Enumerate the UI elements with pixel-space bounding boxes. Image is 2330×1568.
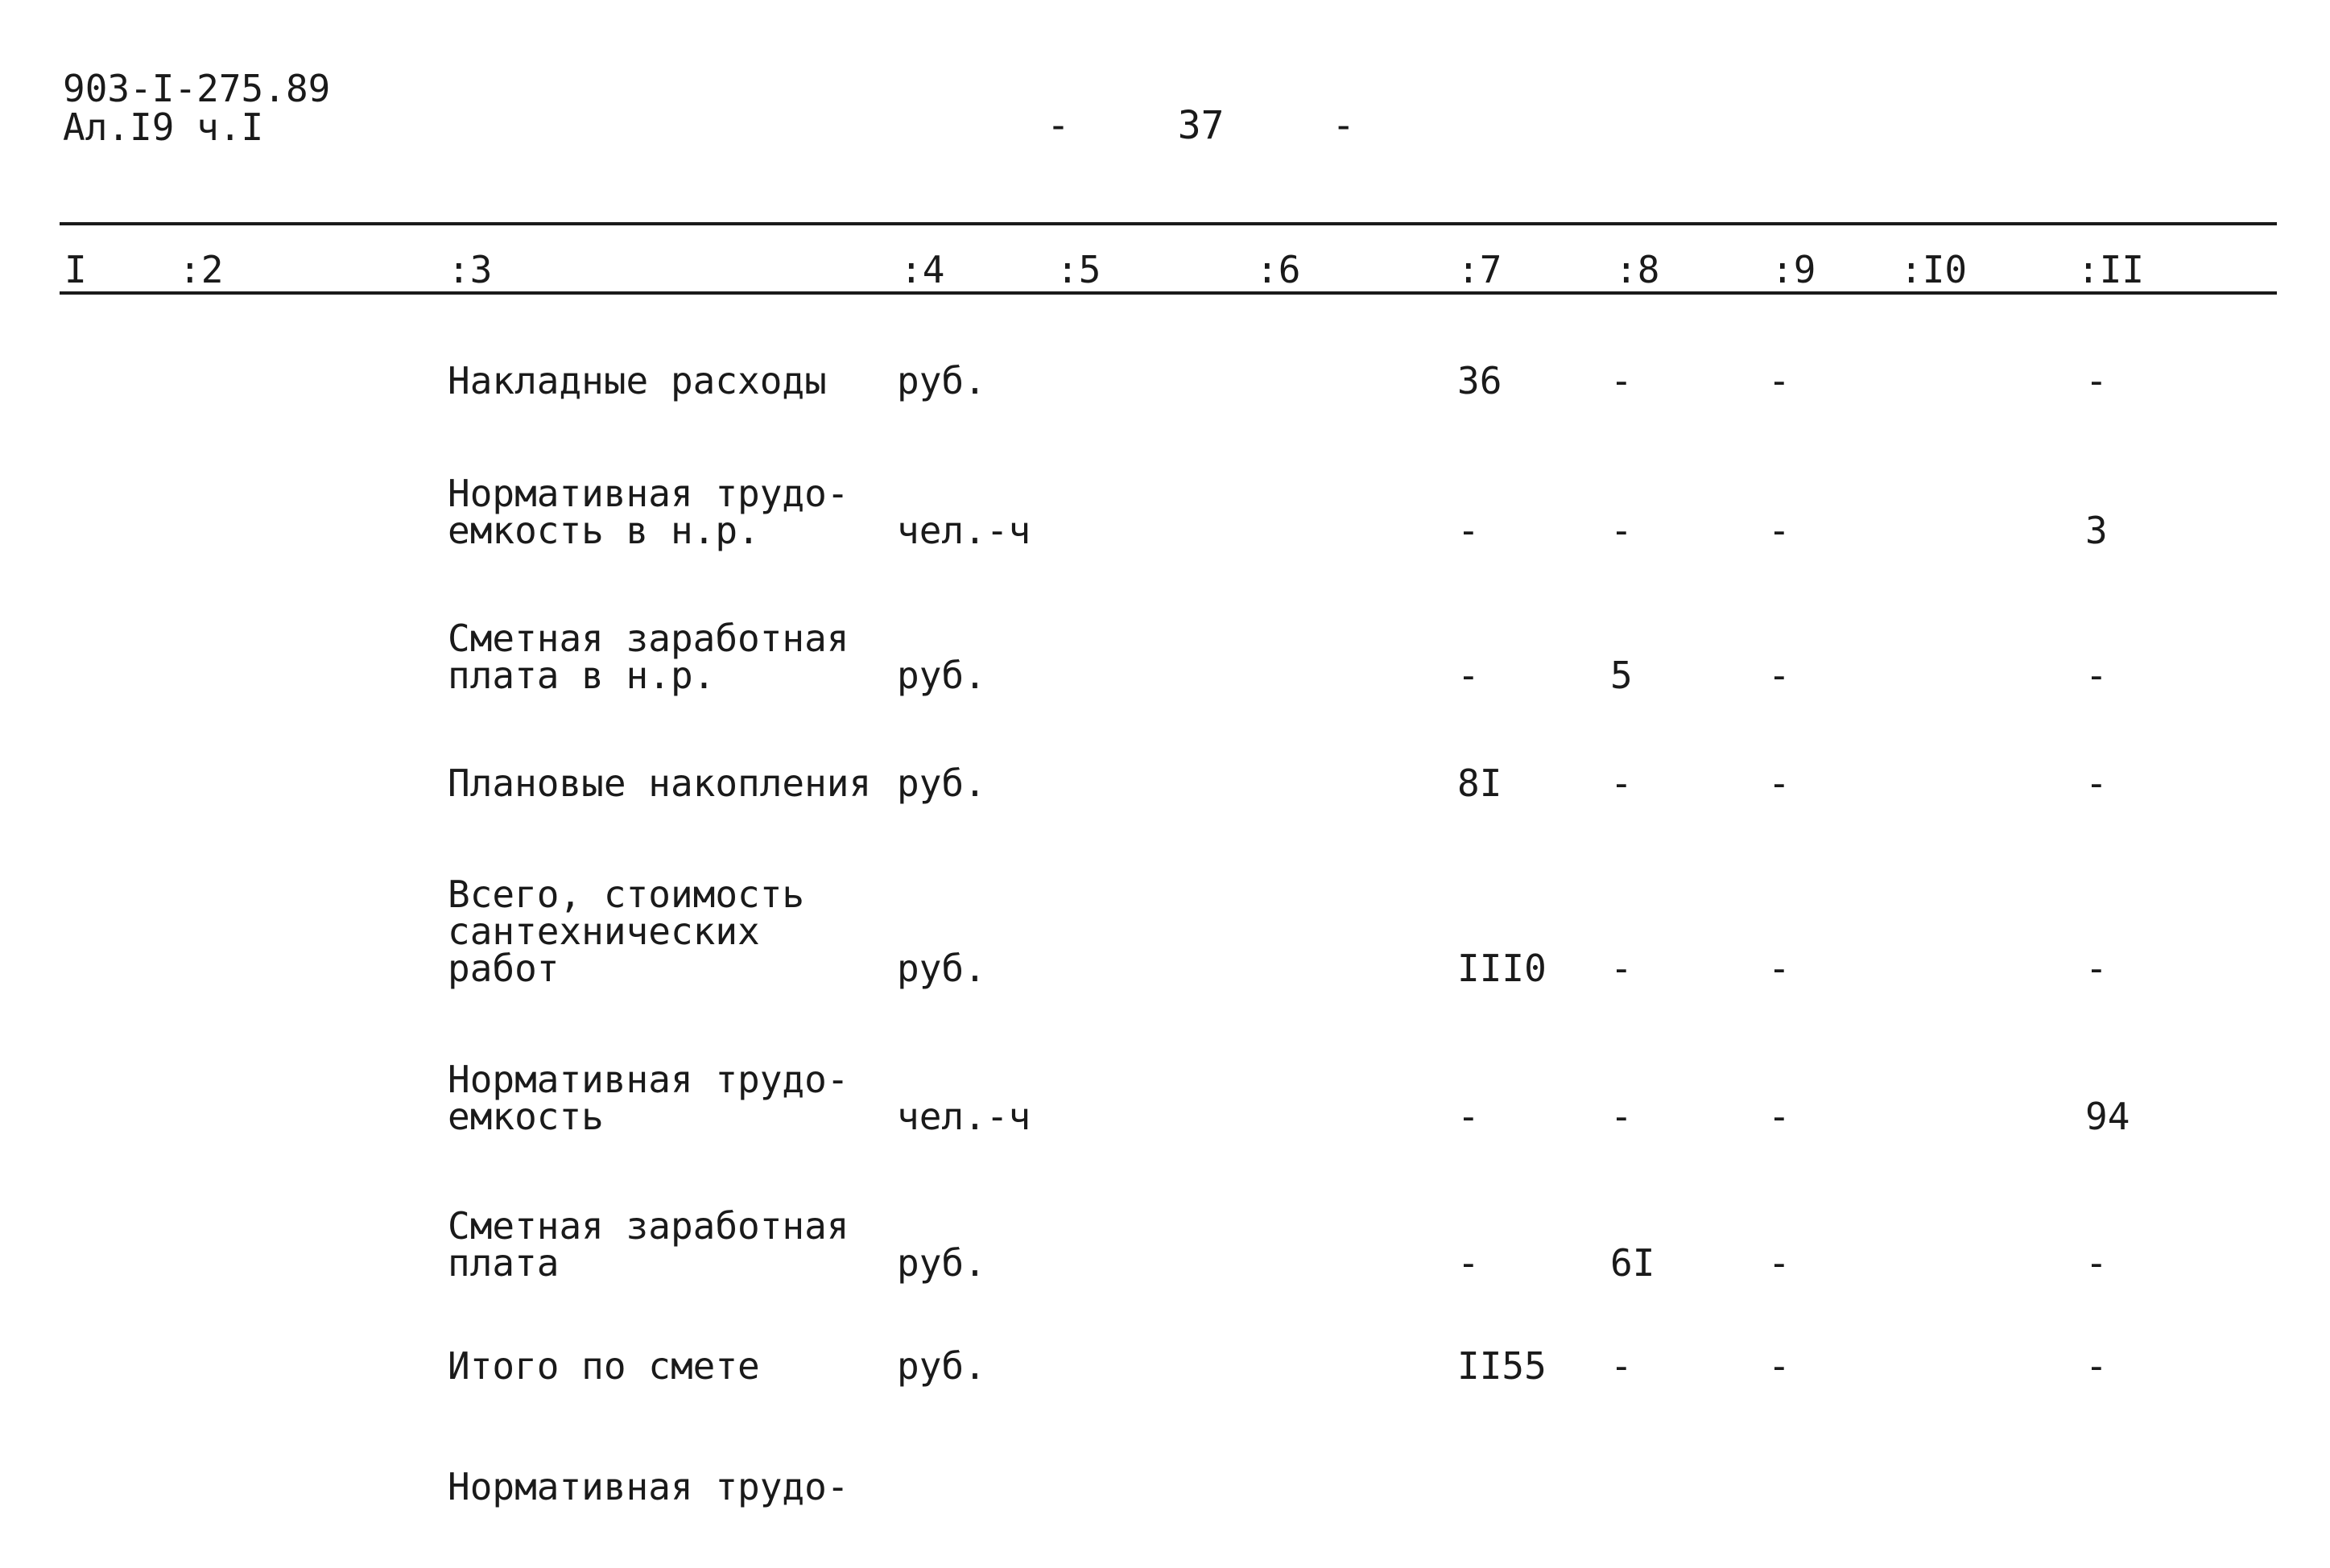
row-name: Плановые накопления — [448, 761, 872, 805]
row-unit: руб. — [897, 654, 986, 697]
row-unit: руб. — [897, 1344, 986, 1388]
column-header-11: :II — [2077, 248, 2145, 291]
row-col-8-value: - — [1610, 359, 1633, 402]
row-col-8-value: - — [1610, 1344, 1633, 1388]
table-top-rule — [60, 222, 2277, 225]
row-name: Сметная заработная плата — [448, 1204, 849, 1285]
row-col-9-value: - — [1768, 359, 1791, 402]
row-col-11-value: 94 — [2085, 1095, 2130, 1138]
row-col-9-value: - — [1768, 1344, 1791, 1388]
row-col-7-value: - — [1457, 1095, 1480, 1138]
page-number: - 37 - — [1047, 103, 1356, 148]
column-header-7: :7 — [1457, 248, 1502, 291]
row-col-11-value: - — [2085, 1344, 2108, 1388]
document-code — [63, 67, 331, 149]
row-unit: руб. — [897, 947, 986, 990]
row-name: Сметная заработная плата в н.р. — [448, 617, 849, 697]
row-col-9-value: - — [1768, 1241, 1791, 1285]
column-header-10: :I0 — [1900, 248, 1968, 291]
row-col-9-value: - — [1768, 1095, 1791, 1138]
row-col-7-value: 8I — [1457, 761, 1502, 805]
row-name: Итого по смете — [448, 1344, 760, 1388]
row-col-11-value: - — [2085, 654, 2108, 697]
document-code-line-2: Ал.I9 ч.I — [63, 105, 264, 149]
row-col-9-value: - — [1768, 761, 1791, 805]
row-col-9-value: - — [1768, 509, 1791, 552]
column-header-6: :6 — [1256, 248, 1301, 291]
row-col-11-value: - — [2085, 1241, 2108, 1285]
row-col-8-value: 6I — [1610, 1241, 1655, 1285]
row-col-7-value: - — [1457, 1241, 1480, 1285]
row-col-11-value: - — [2085, 947, 2108, 990]
row-unit: руб. — [897, 1241, 986, 1285]
row-name: Нормативная трудо- емкость — [448, 1058, 849, 1138]
column-header-3: :3 — [448, 248, 493, 291]
row-unit: чел.-ч — [897, 509, 1031, 552]
row-col-7-value: II55 — [1457, 1344, 1547, 1388]
row-unit: руб. — [897, 359, 986, 402]
row-col-8-value: 5 — [1610, 654, 1633, 697]
row-col-9-value: - — [1768, 947, 1791, 990]
row-col-11-value: - — [2085, 761, 2108, 805]
row-col-8-value: - — [1610, 761, 1633, 805]
column-header-1: I — [64, 248, 87, 291]
column-header-5: :5 — [1056, 248, 1101, 291]
row-unit: руб. — [897, 761, 986, 805]
column-header-4: :4 — [900, 248, 945, 291]
row-col-7-value: III0 — [1457, 947, 1547, 990]
row-col-11-value: 3 — [2085, 509, 2108, 552]
column-header-2: :2 — [179, 248, 224, 291]
row-name: Нормативная трудо- емкость в н.р. — [448, 472, 849, 552]
row-col-8-value: - — [1610, 509, 1633, 552]
row-name: Нормативная трудо- — [448, 1465, 849, 1508]
document-code-line-1: 903-I-275.89 — [63, 67, 331, 110]
row-col-8-value: - — [1610, 947, 1633, 990]
row-col-8-value: - — [1610, 1095, 1633, 1138]
column-header-9: :9 — [1771, 248, 1816, 291]
row-name: Всего, стоимость сантехнических работ — [448, 873, 805, 990]
row-col-7-value: - — [1457, 654, 1480, 697]
column-header-8: :8 — [1615, 248, 1660, 291]
row-col-11-value: - — [2085, 359, 2108, 402]
row-col-7-value: - — [1457, 509, 1480, 552]
row-col-7-value: 36 — [1457, 359, 1502, 402]
row-unit: чел.-ч — [897, 1095, 1031, 1138]
row-name: Накладные расходы — [448, 359, 827, 402]
table-header-rule — [60, 291, 2277, 295]
row-col-9-value: - — [1768, 654, 1791, 697]
